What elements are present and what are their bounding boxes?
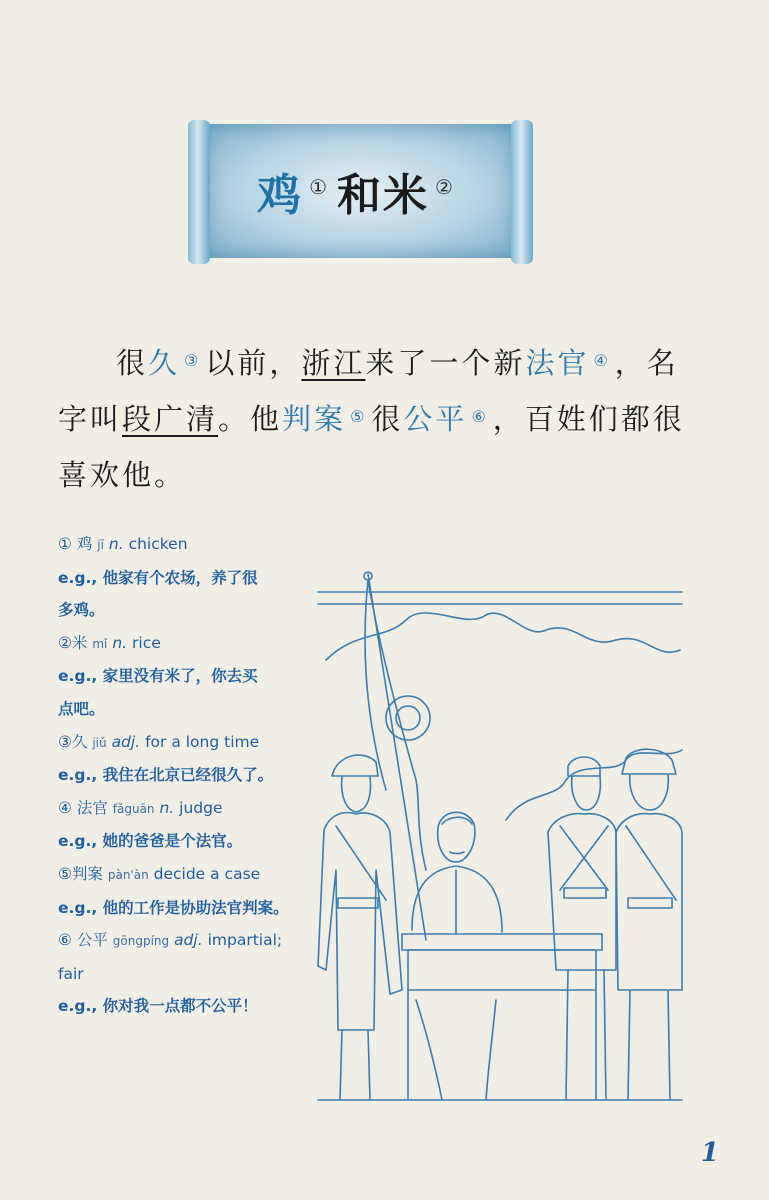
- note-head: [58, 726, 318, 760]
- text-seg: 以前，: [205, 346, 302, 380]
- note-meaning: for a long time: [145, 732, 260, 751]
- note-example: e.g., 她的爸爸是个法官。: [58, 832, 243, 851]
- note-pos: n.: [159, 798, 175, 817]
- note-meaning-cont: fair: [58, 964, 84, 983]
- text-seg: ，名字叫: [58, 346, 679, 436]
- story-illustration: [316, 570, 684, 1110]
- title-footnote-1: ①: [309, 175, 329, 199]
- vocab-notes: [58, 528, 318, 1023]
- note-pinyin: pàn'àn: [107, 867, 149, 882]
- vocab-gongping: 公平: [403, 402, 468, 436]
- footnote-4: ④: [593, 351, 611, 370]
- note-word: ③久: [58, 732, 88, 751]
- note-meaning: decide a case: [153, 864, 261, 883]
- note-head: [58, 858, 318, 892]
- text-seg: 很: [371, 402, 404, 436]
- text-seg: 很: [116, 346, 149, 380]
- note-pinyin: jī: [97, 538, 104, 552]
- vocab-panan: 判案: [282, 402, 347, 436]
- note-example: e.g., 你对我一点都不公平！: [58, 997, 258, 1016]
- note-example: e.g., 家里没有米了，你去买: [58, 667, 258, 686]
- note-pinyin: mǐ: [92, 636, 108, 651]
- title-scroll: [188, 120, 533, 264]
- note-pinyin: gōngpíng: [112, 934, 170, 949]
- page-number: 1: [700, 1138, 719, 1168]
- note-example: e.g., 他的工作是协助法官判案。: [58, 898, 289, 917]
- story-paragraph: [58, 335, 698, 503]
- note-pos: n.: [108, 535, 124, 553]
- title-footnote-2: ②: [435, 175, 455, 199]
- note-pos: adj.: [111, 732, 141, 751]
- place-name-zhejiang: 浙江: [301, 346, 366, 380]
- footnote-3: ③: [184, 351, 202, 370]
- chapter-title: [206, 124, 514, 258]
- note-pinyin: jiǔ: [92, 735, 107, 750]
- note-meaning: rice: [132, 633, 161, 652]
- text-seg: ，百姓们都很喜欢他。: [58, 402, 685, 492]
- footnote-5: ⑤: [350, 407, 368, 426]
- note-example: e.g., 他家有个农场，养了很: [58, 568, 258, 587]
- note-head: [58, 792, 318, 826]
- note-example: 多鸡。: [58, 601, 105, 620]
- note-head: [58, 528, 318, 562]
- vocab-jiu: 久: [148, 346, 181, 380]
- title-char-he-mi: 和米: [337, 170, 429, 221]
- note-word: ⑥ 公平: [58, 931, 108, 950]
- note-meaning: judge: [179, 798, 223, 817]
- note-pos: n.: [112, 633, 128, 652]
- note-pos: adj.: [174, 931, 203, 950]
- note-example: e.g., 我住在北京已经很久了。: [58, 766, 274, 785]
- note-head: [58, 627, 318, 661]
- title-char-ji: 鸡: [257, 170, 304, 221]
- text-seg: 。他: [218, 402, 283, 436]
- note-meaning: impartial;: [207, 931, 283, 950]
- note-example: 点吧。: [58, 699, 105, 718]
- note-word: ① 鸡: [58, 535, 93, 553]
- note-head: [58, 924, 318, 958]
- note-pinyin: fǎguān: [112, 801, 155, 816]
- person-name: 段广清: [122, 402, 219, 436]
- footnote-6: ⑥: [471, 407, 489, 426]
- scroll-roll-right: [511, 120, 533, 264]
- vocab-faguan: 法官: [525, 346, 590, 380]
- note-meaning: chicken: [128, 535, 188, 553]
- note-word: ④ 法官: [58, 798, 108, 817]
- note-word: ⑤判案: [58, 864, 103, 883]
- note-word: ②米: [58, 633, 88, 652]
- text-seg: 来了一个新: [365, 346, 526, 380]
